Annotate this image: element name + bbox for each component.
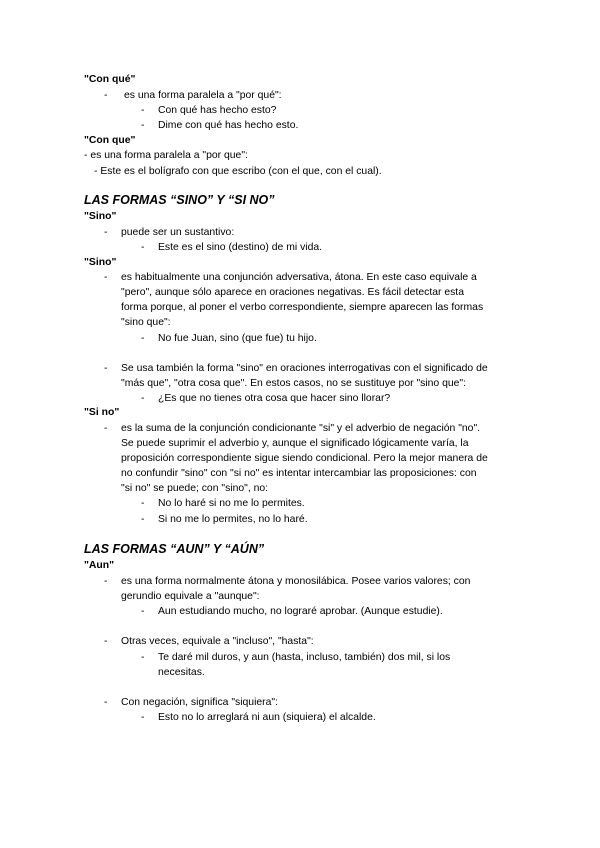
dash: - [104,363,108,374]
dash: - [141,498,145,509]
dash: - [104,227,108,238]
example-text: ¿Es que no tienes otra cosa que hacer sino llorar? [158,393,391,404]
example-text: Esto no lo arreglará ni aun (siquiera) el alcalde. [158,712,376,723]
dash: - [141,242,145,253]
paragraph-line: forma porque, al poner el verbo correspondiente, siempre aparecen las formas [121,302,484,313]
dash: - [104,272,108,283]
paragraph-line: "si no" se puede; con "sino", no: [121,483,269,494]
paragraph-line: "más que", "otra cosa que". En estos casos, no se sustituye por "sino que": [121,378,467,389]
section-title-sino: LAS FORMAS “SINO” Y “SI NO” [84,193,275,207]
heading-sino-noun: "Sino" [84,211,117,222]
example-text: Este es el sino (destino) de mi vida. [158,242,323,253]
example-text: necesitas. [158,667,205,678]
heading-sino-conj: "Sino" [84,257,117,268]
example-text: Si no me lo permites, no lo haré. [158,514,308,525]
example-text: Te daré mil duros, y aun (hasta, incluso, también) dos mil, si los [158,652,451,663]
example-text: No fue Juan, sino (que fue) tu hijo. [158,333,317,344]
bullet-text: Otras veces, equivale a "incluso", "hasta": [121,636,314,647]
dash: - [104,423,108,434]
dash: - [104,697,108,708]
paragraph-line: es la suma de la conjunción condicionante "si" y el adverbio de negación "no". [121,423,481,434]
dash: - [141,606,145,617]
paragraph-line: es habitualmente una conjunción adversativa, átona. En este caso equivale a [121,272,477,283]
body-text: - Este es el bolígrafo con que escribo (con el que, con el cual). [94,166,382,177]
paragraph-line: Se usa también la forma "sino" en oraciones interrogativas con el significado de [121,363,488,374]
bullet-text: Con negación, significa "siquiera": [121,697,278,708]
example-text: No lo haré si no me lo permites. [158,498,305,509]
paragraph-line: "pero", aunque sólo aparece en oraciones negativas. Es fácil detectar esta [121,287,464,298]
paragraph-line: "sino que": [121,317,171,328]
example-text: Aun estudiando mucho, no lograré aprobar. (Aunque estudie). [158,606,443,617]
dash: - [141,712,145,723]
dash: - [141,514,145,525]
dash: - [141,105,145,116]
paragraph-line: proposición correspondiente sigue siendo condicional. Pero la mejor manera de [121,453,488,464]
dash: - [141,393,145,404]
heading-aun: "Aun" [84,560,115,571]
bullet-text: puede ser un sustantivo: [121,227,235,238]
dash: - [104,90,108,101]
heading-si-no: "Si no" [84,407,120,418]
heading-con-que-accent: "Con qué" [84,74,136,85]
example-text: Con qué has hecho esto? [158,105,277,116]
paragraph-line: es una forma normalmente átona y monosilábica. Posee varios valores; con [121,576,471,587]
paragraph-line: Se puede suprimir el adverbio y, aunque el significado lógicamente varía, la [121,438,469,449]
heading-con-que: "Con que" [84,135,136,146]
bullet-text: es una forma paralela a "por qué": [124,90,282,101]
section-title-aun: LAS FORMAS “AUN” Y “AÚN” [84,542,265,556]
example-text: Dime con qué has hecho esto. [158,120,299,131]
paragraph-line: gerundio equivale a "aunque": [121,591,260,602]
dash: - [141,652,145,663]
paragraph-line: no confundir "sino" con "si no" es intentar intercambiar las proposiciones: con [121,468,477,479]
dash: - [141,333,145,344]
body-text: - es una forma paralela a "por que": [84,150,248,161]
dash: - [104,576,108,587]
dash: - [141,120,145,131]
dash: - [104,636,108,647]
